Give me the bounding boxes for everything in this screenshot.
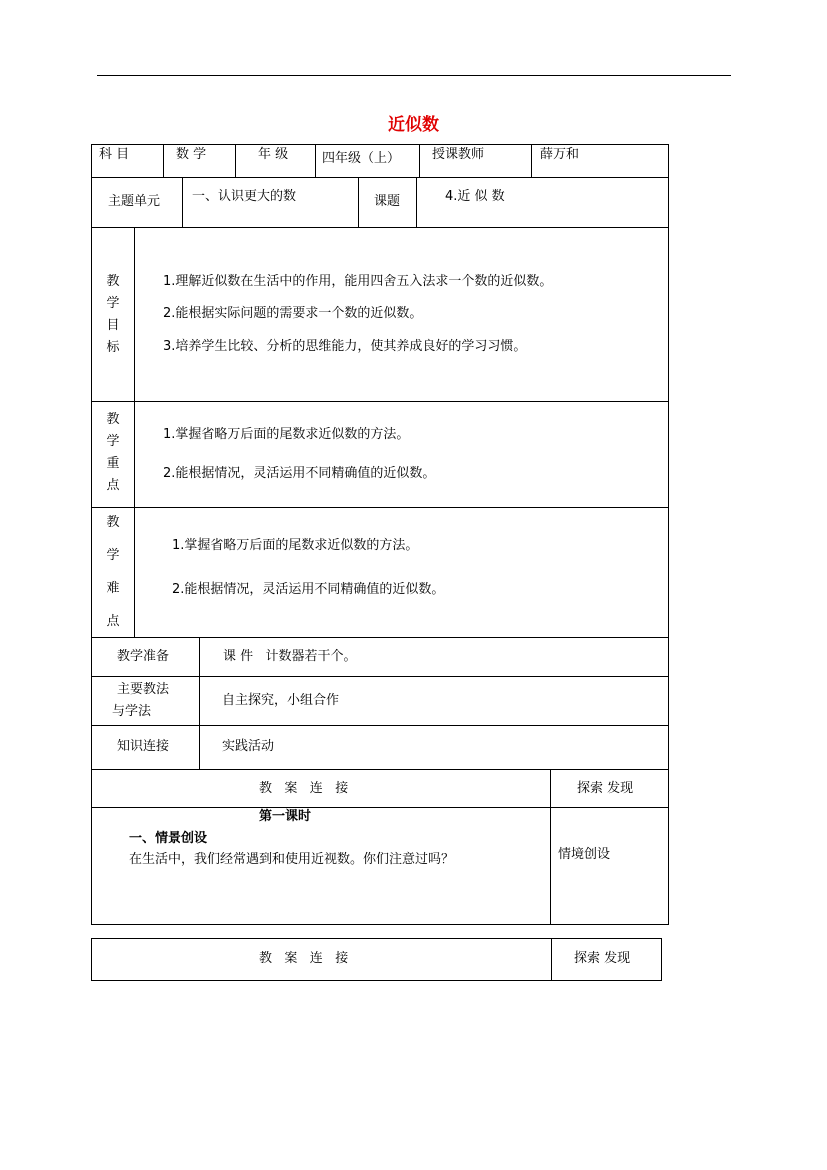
lesson-period: 第一课时: [259, 809, 312, 824]
lesson-text: 在生活中，我们经常遇到和使用近视数。你们注意过吗？: [129, 852, 455, 867]
objective-item: 2.能根据实际问题的需要求一个数的近似数。: [163, 306, 423, 321]
grade-value: 四年级（上）: [322, 151, 401, 166]
lesson-side-note: 情境创设: [558, 847, 611, 862]
plan-header-2-left: 教 案 连 接: [259, 951, 349, 966]
lesson-label: 课题: [374, 194, 401, 209]
subject-value: 数 学: [176, 147, 207, 162]
difficulties-label: 教 学 难 点: [106, 515, 120, 629]
prep-label: 教学准备: [117, 649, 170, 664]
prep-value: 课 件 计数器若干个。: [223, 649, 357, 664]
key-points-label: 教 学 重 点: [106, 412, 120, 493]
methods-label-line2: 与学法: [112, 704, 152, 719]
subject-label: 科 目: [99, 147, 130, 162]
difficulty-item: 1.掌握省略万后面的尾数求近似数的方法。: [172, 538, 419, 553]
knowledge-label: 知识连接: [117, 739, 170, 754]
objective-item: 1.理解近似数在生活中的作用，能用四舍五入法求一个数的近似数。: [163, 274, 553, 289]
plan-header-2-right: 探索 发现: [574, 951, 631, 966]
objective-item: 3.培养学生比较、分析的思维能力，使其养成良好的学习习惯。: [163, 339, 527, 354]
objectives-label: 教 学 目 标: [106, 274, 120, 355]
knowledge-value: 实践活动: [222, 739, 275, 754]
grade-label: 年 级: [258, 147, 289, 162]
methods-value: 自主探究，小组合作: [222, 693, 340, 708]
lesson-section-heading: 一、情景创设: [129, 831, 208, 846]
plan-header-left: 教 案 连 接: [259, 781, 349, 796]
teacher-label: 授课教师: [432, 147, 485, 162]
key-point-item: 1.掌握省略万后面的尾数求近似数的方法。: [163, 427, 410, 442]
methods-label-line1: 主要教法: [117, 682, 170, 697]
unit-value: 一、认识更大的数: [192, 189, 297, 204]
difficulty-item: 2.能根据情况，灵活运用不同精确值的近似数。: [172, 582, 445, 597]
key-point-item: 2.能根据情况，灵活运用不同精确值的近似数。: [163, 466, 436, 481]
unit-label: 主题单元: [108, 194, 161, 209]
teacher-value: 薛万和: [540, 147, 580, 162]
page-title: 近似数: [388, 115, 439, 135]
lesson-value: 4.近 似 数: [445, 189, 505, 204]
header-rule: [97, 75, 731, 76]
plan-header-right: 探索 发现: [577, 781, 634, 796]
